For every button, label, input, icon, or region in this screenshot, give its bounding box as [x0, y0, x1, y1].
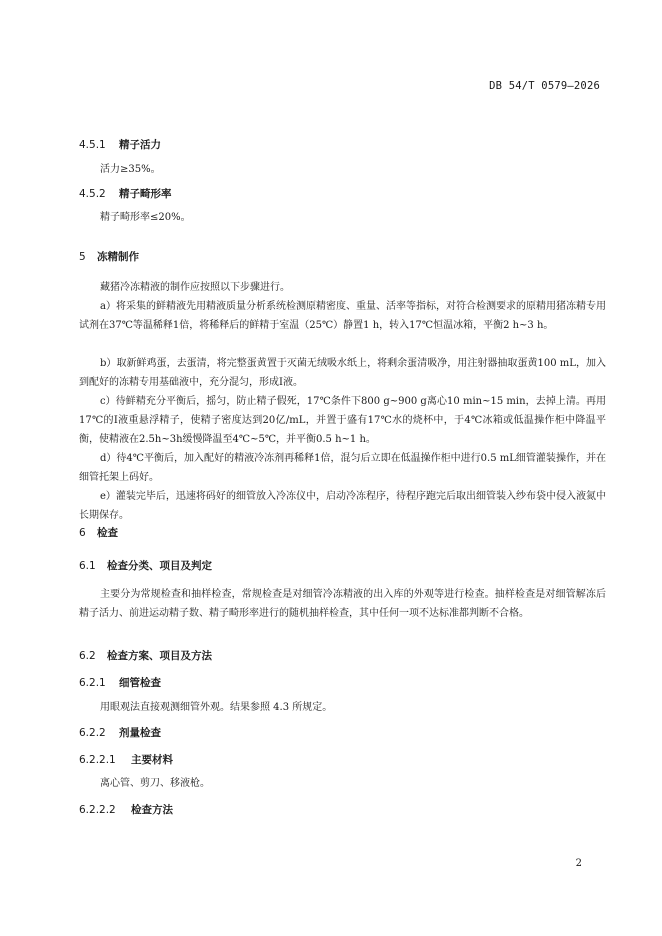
paragraph-main-materials: 离心管、剪刀、移液枪。	[100, 778, 210, 789]
heading-6-2-2-2	[79, 802, 173, 817]
heading-title: 检查	[97, 527, 118, 539]
heading-title: 剂量检查	[119, 727, 161, 739]
list-item-d: d）待4℃平衡后，加入配好的精液冷冻剂再稀释1倍，混匀后立即在低温操作柜中进行0.5 mL细管灌装操作，并在细管托架上码好。	[79, 453, 606, 483]
heading-number: 5	[79, 251, 86, 263]
list-item-e: e）灌装完毕后，迅速将码好的细管放入冷冻仪中，启动冷冻程序，待程序跑完后取出细管装入纱布袋中侵入液氮中长期保存。	[79, 491, 606, 521]
heading-number: 6.2.2.1	[79, 754, 116, 766]
heading-title: 主要材料	[131, 754, 173, 766]
heading-title: 检查分类、项目及判定	[107, 560, 212, 572]
page-number: 2	[575, 858, 582, 869]
heading-6-2-2	[79, 725, 161, 740]
paragraph-straw-inspection: 用眼观法直接观测细管外观。结果参照 4.3 所规定。	[100, 702, 333, 713]
heading-4-5-1	[79, 137, 161, 152]
heading-number: 4.5.2	[79, 188, 106, 200]
heading-title: 冻精制作	[97, 251, 139, 263]
heading-6-1	[79, 558, 212, 573]
heading-number: 6.1	[79, 560, 96, 572]
heading-title: 检查方案、项目及方法	[107, 650, 212, 662]
heading-6	[79, 525, 118, 540]
heading-number: 6	[79, 527, 86, 539]
heading-number: 6.2	[79, 650, 96, 662]
list-item-c: c）待鲜精充分平衡后，摇匀，防止精子假死，17℃条件下800 g~900 g离心10 min~15 min，去掉上清。再用17℃的Ⅰ液重悬浮精子，使精子密度达到20亿/mL，并置于盛有17℃水的烧杯中，于4℃冰箱或低温操作柜中降温平衡，使精液在2.5h~3h缓慢降温至4℃~5℃，并平衡0.5 h~1 h。	[79, 396, 606, 445]
list-item-a: a）将采集的鲜精液先用精液质量分析系统检测原精密度、重量、活率等指标，对符合检测要求的原精用猪冻精专用试剂在37℃等温稀释1倍，将稀释后的鲜精于室温（25℃）静置1 h，转入17℃恒温冰箱，平衡2 h~3 h。	[79, 301, 606, 331]
paragraph-intro: 藏猪冷冻精液的制作应按照以下步骤进行。	[100, 282, 290, 293]
heading-6-2	[79, 648, 212, 663]
paragraph-sperm-motility: 活力≥35%。	[100, 164, 161, 175]
heading-title: 精子畸形率	[119, 188, 172, 200]
heading-title: 精子活力	[119, 139, 161, 151]
document-code: DB 54/T 0579—2026	[489, 80, 600, 92]
heading-number: 6.2.2.2	[79, 804, 116, 816]
heading-6-2-1	[79, 675, 161, 690]
heading-5	[79, 249, 139, 264]
heading-number: 6.2.2	[79, 727, 106, 739]
heading-title: 细管检查	[119, 677, 161, 689]
heading-title: 检查方法	[131, 804, 173, 816]
heading-number: 6.2.1	[79, 677, 106, 689]
heading-6-2-2-1	[79, 752, 173, 767]
paragraph-inspection-classification: 主要分为常规检查和抽样检查，常规检查是对细管冷冻精液的出入库的外观等进行检查。抽样检查是对细管解冻后精子活力、前进运动精子数、精子畸形率进行的随机抽样检查，其中任何一项不达标准都判断不合格。	[79, 589, 606, 619]
paragraph-abnormality-rate: 精子畸形率≤20%。	[100, 212, 191, 223]
heading-number: 4.5.1	[79, 139, 106, 151]
heading-4-5-2	[79, 186, 172, 201]
list-item-b: b）取新鲜鸡蛋，去蛋清，将完整蛋黄置于灭菌无绒吸水纸上，将剩余蛋清吸净，用注射器抽取蛋黄100 mL，加入到配好的冻精专用基础液中，充分混匀，形成Ⅰ液。	[79, 358, 606, 388]
